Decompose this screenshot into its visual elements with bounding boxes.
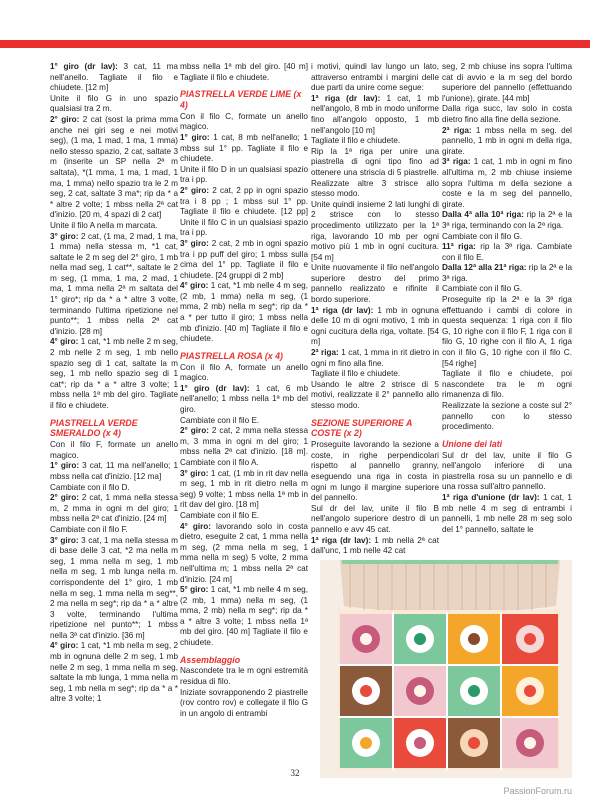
round-label: 4° giro: [180, 521, 212, 531]
section-heading: Unione dei lati [442, 438, 503, 449]
instruction-paragraph [180, 186, 308, 239]
instruction-paragraph [180, 426, 308, 468]
instruction-paragraph [180, 469, 308, 511]
instruction-text: 1 cat, *1 mb nella m seg, 2 mb in ognuna delle 2 m seg, 1 mb nelle 2 m seg, 1 mma nella m seg, saltate la mb lunga, 1 mma nella m seg, 1 mb nella m seg*; rip da * a * altre 3 volte; 1 [50, 641, 178, 704]
instruction-paragraph [50, 461, 178, 482]
round-label: 2° giro: [180, 426, 209, 436]
instruction-text: rip la 3ª riga. Cambiate con il filo E. [442, 242, 572, 262]
instruction-text: Cambiate con il filo D. [50, 482, 130, 492]
instruction-text: 1 cat, 1 mma in rit dietro in ogni m fino alla fine. [311, 348, 439, 368]
instruction-text: 3 cat, 1 ma nella stessa m di base delle 3 cat, *2 ma nella m seg, 1 mma nella m seg, 1 mb nella m seg, 1 mb lunga nella m. corrispondente del 1° giro, 1 mb nella m seg, 1 mma nella m seg**, 2 ma nella m seg*; rip da * a * altre 3 volte, terminando l'ultima ripetizione nel punto**; 1 mbss nella 3ª cat d'inizio. [36 m] [50, 535, 178, 640]
instruction-paragraph [50, 493, 178, 525]
instruction-text: Cambiate con il filo F. [50, 524, 128, 534]
watermark: PassionForum.ru [503, 786, 572, 796]
instruction-paragraph [442, 210, 572, 231]
instruction-text: 3 cat, 11 ma nell'anello; 1 mbss nella cat d'inizio. [12 ma] [50, 461, 178, 481]
round-label: 1ª riga (dr lav): [311, 305, 374, 315]
instruction-text: 1 cat, 8 mb nell'anello; 1 mbss sul 1° pp. Tagliate il filo e chiudete. [180, 132, 308, 164]
round-label: 5° giro: [180, 585, 209, 595]
instruction-paragraph [180, 363, 308, 384]
instruction-text: Unite il filo G in uno spazio qualsiasi tra 2 m. [50, 93, 178, 114]
instruction-text: Cambiate con il filo G. [442, 231, 523, 241]
instruction-paragraph [50, 440, 178, 461]
round-label: 1ª riga (dr lav): [311, 93, 381, 103]
instruction-text: 1 mbss nella m seg. del pannello, 1 mb in ogni m della riga, girate. [442, 125, 572, 156]
round-label: 2° giro: [50, 114, 80, 124]
round-label: 2° giro: [180, 185, 210, 195]
instruction-paragraph [50, 525, 178, 536]
instruction-text: Unite quindi insieme 2 lati lunghi di 2 strisce con lo stesso procedimento utilizzato per la 1ª riga, lavorando 10 mb per ogni motivo più 1 mb in ogni cucitura. [54 m] [311, 199, 439, 262]
instruction-text: rip la 2ª e la 3ª riga, terminando con la 2ª riga. [442, 210, 572, 230]
instruction-text: Usando le altre 2 strisce di 5 motivi, realizzate il 2° pannello allo stesso modo. [311, 379, 439, 410]
instruction-text: Unite nuovamente il filo nell'angolo superiore destro del primo pannello realizzato e rifinite il bordo superiore. [311, 263, 439, 305]
instruction-paragraph [311, 306, 439, 348]
instruction-text: Sul dr del lav, unite il filo B nell'angolo superiore destro di un pannello e avv 45 cat. [311, 503, 439, 534]
instruction-paragraph [442, 232, 572, 243]
round-label: 3° giro: [180, 238, 209, 248]
instruction-paragraph [442, 263, 572, 284]
instruction-paragraph [180, 112, 308, 133]
instruction-paragraph [180, 416, 308, 427]
instruction-paragraph [311, 504, 439, 536]
instruction-text: 1 mb in ognuna delle 10 m di ogni motivo, 1 mb in ogni cucitura della riga, voltate. [54 m] [311, 305, 439, 347]
instruction-text: 1 mb nella 2ª cat dall'unc, 1 mb nelle 42 cat [311, 535, 439, 556]
instruction-paragraph [50, 337, 178, 411]
round-label: 2ª riga: [442, 125, 472, 135]
text-column-1 [50, 62, 178, 705]
instruction-text: Unite il filo D in un qualsiasi spazio tra i pp. [180, 164, 308, 185]
instruction-paragraph [180, 62, 308, 83]
instruction-paragraph [50, 483, 178, 494]
section-heading: Assemblaggio [180, 654, 241, 665]
instruction-text: 1 cat, 1 mb in ogni m fino all'ultima m, 2 mb chiuse insieme sopra l'ultima m della sezione a coste e la m seg del pannello, girate. [442, 157, 572, 209]
round-label: 2° giro: [50, 493, 79, 503]
instruction-text: Realizzate la sezione a coste sul 2° pannello con lo stesso procedimento. [442, 401, 572, 432]
instruction-text: 2 cat, 2 pp in ogni spazio tra i 8 pp ; 1 mbss sul 1° pp. Tagliate il filo e chiudete. [12 pp] Unite il filo C in un qualsiasi spazio tra i pp. [180, 185, 308, 238]
instruction-paragraph [180, 666, 308, 687]
round-label: 3° giro: [180, 468, 209, 478]
section-heading: PIASTRELLA ROSA (x 4) [180, 350, 283, 361]
instruction-paragraph [50, 536, 178, 642]
round-label: 1ª riga (dr lav): [311, 535, 372, 545]
instruction-paragraph [442, 295, 572, 369]
text-column-4 [442, 62, 572, 535]
instruction-paragraph [442, 62, 572, 104]
instruction-text: Proseguite lavorando la sezione a coste, in righe perpendicolari rispetto al pannello granny, eseguendo una riga in costa in ogni m lungo il margine superiore del pannello. [311, 440, 439, 503]
instruction-paragraph [50, 232, 178, 338]
round-label: 3° giro: [50, 535, 79, 545]
instruction-text: Tagliate il filo e chiudete, poi nascondete tra le m ogni rimanenza di filo. [442, 369, 572, 400]
round-label: 4° giro: [180, 281, 209, 291]
instruction-paragraph [311, 147, 439, 200]
round-label: 4° giro: [50, 337, 79, 347]
round-label: 3° giro: [50, 231, 79, 241]
instruction-text: Con il filo F, formate un anello magico. [50, 440, 178, 460]
instruction-text: Con il filo C, formate un anello magico. [180, 111, 308, 132]
instruction-paragraph [50, 221, 178, 232]
instruction-text: 1 cat, (1 mb in rit dav nella m seg, 1 mb in rit dietro nella m seg) 9 volte; 1 mbss nella 1ª mb in rit dav del giro. [18 m] [180, 468, 308, 510]
instruction-text: Nascondete tra le m ogni estremità residua di filo. [180, 666, 308, 687]
instruction-text: Cambiate con il filo E. [180, 415, 260, 425]
text-column-2 [180, 62, 308, 719]
instruction-paragraph [311, 94, 439, 136]
instruction-paragraph [180, 522, 308, 586]
text-column-3 [311, 62, 439, 557]
instruction-paragraph [311, 62, 439, 94]
instruction-paragraph [180, 133, 308, 165]
instruction-paragraph [311, 369, 439, 380]
instruction-paragraph [180, 688, 308, 720]
round-label: 1° giro (dr lav): [50, 62, 118, 71]
instruction-paragraph [50, 94, 178, 115]
instruction-text: seg, 2 mb chiuse ins sopra l'ultima cat di avvio e la m seg del bordo superiore del pannello (effettuando l'unione), girate. [44 mb] [442, 62, 572, 103]
instruction-paragraph [311, 440, 439, 504]
instruction-paragraph [311, 348, 439, 369]
instruction-text: 2 cat, (1 ma, 2 mad, 1 ma, 1 mma) nella stessa m, *1 cat, saltate le 2 m seg del 2° giro, 1 mb nella mad seg, 1 cat**, saltate le 2 m seg, (1 mma, 1 ma, 2 mad, 1 ma, 1 mma nella 2ª m saltata del 1° giro*; rip da * a * altre 3 volte, terminando l'ultima ripetizione nel punto**; 1 mbss nella 2ª cat d'inizio. [28 m] [50, 231, 178, 336]
page-number: 32 [290, 768, 300, 778]
instruction-text: mbss nella 1ª mb del giro. [40 m] Tagliate il filo e chiudete. [180, 62, 308, 82]
instruction-text: 2 cat, 2 mma nella stessa m, 3 mma in ogni m del giro; 1 mbss nella 2ª cat d'inizio. [18 m]. Cambiate con il filo A. [180, 426, 308, 467]
crochet-basket-photo [320, 560, 572, 778]
instruction-text: 3 cat, 11 ma nell'anello. Tagliate il filo e chiudete. [12 m] [50, 62, 178, 93]
round-label: 4° giro: [50, 641, 79, 651]
instruction-text: Iniziate sovrapponendo 2 piastrelle (rov contro rov) e collegate il filo G in un angolo di entrambi [180, 687, 308, 718]
round-label: 11ª riga: [442, 242, 476, 252]
instruction-text: 1 cat, 1 mb nell'angolo, 8 mb in modo uniforme fino all'angolo opposto, 1 mb nell'angolo [10 m] [311, 93, 439, 135]
instruction-paragraph [442, 493, 572, 535]
instruction-paragraph [50, 641, 178, 705]
instruction-paragraph [311, 380, 439, 412]
instruction-paragraph [442, 451, 572, 493]
instruction-paragraph [180, 384, 308, 416]
instruction-text: Proseguite rip la 2ª e la 3ª riga effettuando i cambi di colore in questa sequenza: 1 riga con il filo G, 10 righe con il filo F, 1 riga con il filo G, 10 righe con il filo A, 1 riga con il filo G, 10 righe con il filo C. [54 righe] [442, 295, 572, 368]
round-label: Dalla 4ª alla 10ª riga: [442, 210, 524, 220]
instruction-paragraph [311, 200, 439, 264]
instruction-paragraph [442, 401, 572, 433]
instruction-paragraph [442, 104, 572, 125]
section-heading: PIASTRELLA VERDE LIME (x 4) [180, 89, 302, 110]
instruction-paragraph [442, 284, 572, 295]
instruction-paragraph [442, 369, 572, 401]
instruction-paragraph [442, 126, 572, 158]
instruction-paragraph [180, 165, 308, 186]
instruction-text: 2 cat, 1 mma nella stessa m, 2 mma in ogni m del giro; 1 mbss nella 2ª cat d'inizio. [24 m] [50, 493, 178, 524]
round-label: 1ª riga d'unione (dr lav): [442, 492, 540, 502]
instruction-text: rip la 2ª e la 3ª riga. [442, 263, 573, 283]
instruction-text: Tagliate il filo e chiudete. [311, 136, 401, 146]
instruction-text: 1 cat, 1 mb nelle 4 m seg di entrambi i pannelli, 1 mb nelle 28 m seg solo del 1° pannello, saltate le [442, 492, 572, 534]
section-heading: PIASTRELLA VERDE SMERALDO (x 4) [50, 417, 138, 439]
instruction-text: 2 cat, 2 mb in ogni spazio tra i pp puff del giro; 1 mbss sulla cima del 1° pp. Tagliate il filo e chiudete. [24 gruppi di 2 mb] [180, 238, 309, 280]
instruction-paragraph [50, 115, 178, 221]
round-label: 3ª riga: [442, 157, 471, 167]
instruction-paragraph [311, 536, 439, 557]
top-color-bar [0, 40, 590, 48]
instruction-text: Dalla riga succ, lav solo in costa dietro fino alla fine della sezione. [442, 104, 572, 124]
instruction-text: 1 cat, *1 mb nelle 4 m seg, (2 mb, 1 mma) nella m seg, (1 mma, 2 mb) nella m seg*; rip da * a * altre 3 volte; 1 mbss nella 1ª mb del giro. [40 m] Tagliate il filo e chiudete. [180, 585, 308, 648]
round-label: 1° giro: [180, 132, 210, 142]
instruction-paragraph [180, 239, 308, 281]
instruction-paragraph [180, 281, 308, 345]
instruction-text: 2 cat (sost la prima mma anche nei giri seg e nei motivi seg), (1 ma, 1 mad, 1 ma, 1 mma) nello stesso spazio, 2 cat, saltate 3 m (inserite un SP nella 2ª m saltata), *(1 mma, 1 ma, 1 mad, 1 ma, 1 mma) nello spazio tra le 2 m seg, 2 cat, saltate 3 ma*; rip da * a * altre 2 volte; 1 mbss nella 2ª cat d'inizio. [20 m, 4 spazi di 2 cat] [50, 114, 179, 220]
instruction-paragraph [442, 242, 572, 263]
instruction-paragraph [311, 136, 439, 147]
instruction-text: 1 cat, *1 mb nelle 4 m seg, (2 mb, 1 mma) nella m seg, (1 mma, 2 mb) nella m seg*; rip da * a * per tutto il giro; 1 mbss nella mb d'inizio. [40 m] Tagliate il filo e chiudete. [180, 281, 308, 344]
instruction-text: lavorando solo in costa dietro, eseguite 2 cat, 1 mma nella m seg, (2 mma nella m seg, 1 mma nella m seg) 5 volte, 2 mma nell'ultima m; 1 mbss nella 2ª cat d'inizio. [24 m] [180, 521, 308, 584]
instruction-text: Cambiate con il filo G. [442, 284, 523, 294]
instruction-text: i motivi, quindi lav lungo un lato, attraverso entrambi i margini delle due parti da unire come segue: [311, 62, 439, 93]
instruction-text: 1 cat, 6 mb nell'anello; 1 mbss nella 1ª mb del giro. [180, 383, 308, 415]
instruction-paragraph [311, 263, 439, 305]
instruction-text: Con il filo A, formate un anello magico. [180, 362, 308, 383]
instruction-paragraph [180, 585, 308, 649]
instruction-text: Unite il filo A nella m marcata. [50, 220, 158, 230]
instruction-text: Rip la 1ª riga per unire una piastrella di ogni tipo fino ad ottenere una striscia di 5 piastrelle. Realizzate altre 3 strisce allo stesso modo. [311, 146, 439, 199]
round-label: Dalla 12ª alla 21ª riga: [442, 263, 527, 273]
round-label: 1° giro (dr lav): [180, 383, 250, 393]
instruction-text: Sul dr del lav, unite il filo G nell'angolo inferiore di una piastrella rosa su un pannello e di una rossa sull'altro pannello. [442, 450, 572, 492]
instruction-paragraph [50, 62, 178, 94]
section-heading: SEZIONE SUPERIORE A COSTE (x 2) [311, 417, 413, 439]
instruction-paragraph [180, 511, 308, 522]
instruction-text: 1 cat, *1 mb nelle 2 m seg, 2 mb nelle 2 m seg, 1 mb nello spazio seg di 1 cat, saltate la m seg, 1 mb nello spazio seg di 1 cat*; rip da * a * altre 3 volte; 1 mbss nella 1ª mb del giro. Tagliate il filo e chiudete. [50, 337, 178, 410]
instruction-paragraph [442, 157, 572, 210]
round-label: 2ª riga: [311, 348, 339, 358]
instruction-text: Tagliate il filo e chiudete. [311, 369, 401, 379]
round-label: 1° giro: [50, 461, 80, 471]
instruction-text: Cambiate con il filo E. [180, 510, 260, 520]
